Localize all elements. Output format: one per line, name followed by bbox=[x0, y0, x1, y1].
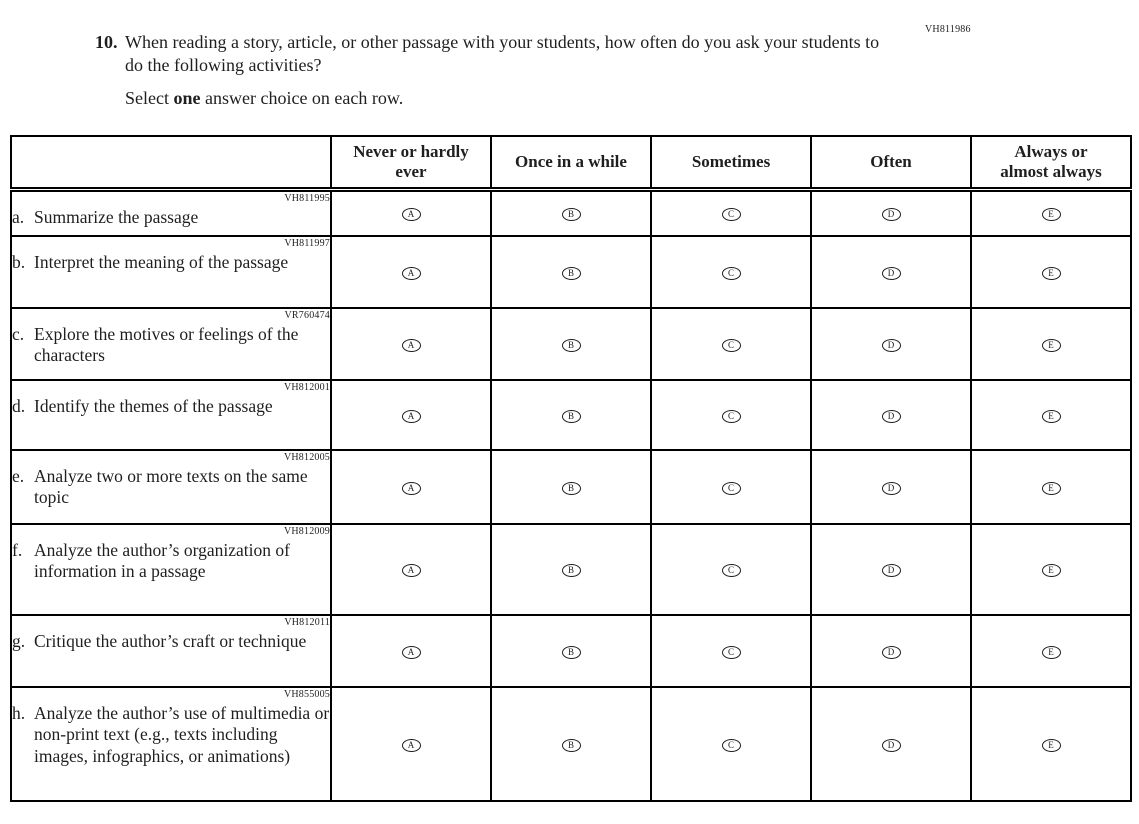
option-bubble-e[interactable]: E bbox=[1042, 208, 1061, 221]
row-label: Identify the themes of the passage bbox=[34, 395, 273, 416]
option-cell bbox=[971, 450, 1131, 524]
row-label-cell bbox=[11, 308, 331, 380]
row-letter: g. bbox=[12, 630, 26, 651]
row-letter: f. bbox=[12, 539, 23, 560]
option-cell bbox=[971, 524, 1131, 615]
option-bubble-b[interactable]: B bbox=[562, 410, 581, 423]
row-letter: h. bbox=[12, 702, 26, 723]
option-cell bbox=[651, 687, 811, 801]
item-code: VR760474 bbox=[284, 309, 330, 321]
option-cell bbox=[331, 450, 491, 524]
option-bubble-b[interactable]: B bbox=[562, 739, 581, 752]
row-label-cell bbox=[11, 687, 331, 801]
table-row bbox=[11, 190, 1131, 236]
option-bubble-b[interactable]: B bbox=[562, 646, 581, 659]
option-cell bbox=[491, 190, 651, 236]
table-row bbox=[11, 308, 1131, 380]
option-bubble-e[interactable]: E bbox=[1042, 410, 1061, 423]
option-cell bbox=[811, 308, 971, 380]
row-label: Summarize the passage bbox=[34, 207, 199, 227]
option-cell bbox=[491, 308, 651, 380]
row-letter: e. bbox=[12, 465, 25, 486]
option-bubble-c[interactable]: C bbox=[722, 646, 741, 659]
option-bubble-a[interactable]: A bbox=[402, 646, 421, 659]
option-bubble-d[interactable]: D bbox=[882, 482, 901, 495]
option-cell bbox=[331, 524, 491, 615]
option-bubble-e[interactable]: E bbox=[1042, 339, 1061, 352]
row-label: Explore the motives or feelings of the characters bbox=[34, 323, 299, 365]
item-code: VH812009 bbox=[283, 525, 330, 537]
option-cell bbox=[811, 687, 971, 801]
header-line: Always or bbox=[1014, 142, 1088, 161]
option-cell bbox=[651, 615, 811, 687]
header-line: Often bbox=[870, 152, 912, 171]
row-letter: d. bbox=[12, 395, 26, 416]
option-cell bbox=[331, 615, 491, 687]
row-label-cell bbox=[11, 380, 331, 450]
option-bubble-b[interactable]: B bbox=[562, 564, 581, 577]
option-bubble-a[interactable]: A bbox=[402, 410, 421, 423]
option-cell bbox=[651, 308, 811, 380]
row-letter: a. bbox=[12, 207, 25, 227]
option-bubble-b[interactable]: B bbox=[562, 482, 581, 495]
option-bubble-b[interactable]: B bbox=[562, 267, 581, 280]
row-label-cell bbox=[11, 190, 331, 236]
instruction-suffix: answer choice on each row. bbox=[200, 88, 404, 108]
option-bubble-a[interactable]: A bbox=[402, 739, 421, 752]
option-cell bbox=[331, 308, 491, 380]
option-cell bbox=[651, 190, 811, 236]
option-bubble-c[interactable]: C bbox=[722, 410, 741, 423]
question-accession-code: VH811986 bbox=[925, 24, 971, 35]
row-label: Analyze two or more texts on the same topic bbox=[34, 465, 308, 507]
table-row bbox=[11, 687, 1131, 801]
option-bubble-d[interactable]: D bbox=[882, 267, 901, 280]
item-code: VH855005 bbox=[283, 688, 330, 700]
frequency-table bbox=[10, 135, 1132, 802]
option-cell bbox=[811, 524, 971, 615]
header-line: almost always bbox=[1000, 162, 1102, 181]
table-row bbox=[11, 450, 1131, 524]
option-bubble-e[interactable]: E bbox=[1042, 267, 1061, 280]
col-header-always-or-almost-always bbox=[971, 136, 1131, 190]
option-cell bbox=[811, 190, 971, 236]
row-label-cell bbox=[11, 236, 331, 308]
option-bubble-a[interactable]: A bbox=[402, 267, 421, 280]
option-cell bbox=[331, 380, 491, 450]
row-label: Critique the author’s craft or technique bbox=[34, 630, 307, 651]
option-cell bbox=[971, 615, 1131, 687]
option-bubble-a[interactable]: A bbox=[402, 564, 421, 577]
option-cell bbox=[971, 190, 1131, 236]
row-letter: b. bbox=[12, 251, 26, 272]
header-line: ever bbox=[395, 162, 427, 181]
question-block bbox=[95, 31, 895, 110]
option-cell bbox=[971, 380, 1131, 450]
option-bubble-d[interactable]: D bbox=[882, 208, 901, 221]
header-line: Sometimes bbox=[691, 152, 771, 171]
option-cell bbox=[331, 687, 491, 801]
option-cell bbox=[811, 450, 971, 524]
option-cell bbox=[651, 450, 811, 524]
option-bubble-a[interactable]: A bbox=[402, 339, 421, 352]
instruction-prefix: Select bbox=[125, 88, 174, 108]
option-bubble-c[interactable]: C bbox=[722, 739, 741, 752]
option-cell bbox=[971, 687, 1131, 801]
option-bubble-c[interactable]: C bbox=[722, 482, 741, 495]
option-cell bbox=[491, 687, 651, 801]
col-header-once-in-a-while bbox=[491, 136, 651, 190]
option-bubble-d[interactable]: D bbox=[882, 646, 901, 659]
option-cell bbox=[491, 615, 651, 687]
option-bubble-e[interactable]: E bbox=[1042, 739, 1061, 752]
table-row bbox=[11, 615, 1131, 687]
header-row bbox=[11, 136, 1131, 190]
row-label: Interpret the meaning of the passage bbox=[34, 251, 289, 272]
option-bubble-e[interactable]: E bbox=[1042, 564, 1061, 577]
question-number: 10. bbox=[95, 32, 118, 52]
table-row bbox=[11, 524, 1131, 615]
option-cell bbox=[651, 380, 811, 450]
option-bubble-a[interactable]: A bbox=[402, 482, 421, 495]
row-label-cell bbox=[11, 615, 331, 687]
option-bubble-d[interactable]: D bbox=[882, 564, 901, 577]
option-bubble-c[interactable]: C bbox=[722, 208, 741, 221]
question-text: When reading a story, article, or other passage with your students, how often do you ask your students to do the following activities? bbox=[125, 32, 880, 75]
option-cell bbox=[491, 236, 651, 308]
option-bubble-c[interactable]: C bbox=[722, 564, 741, 577]
option-cell bbox=[971, 308, 1131, 380]
item-code: VH811995 bbox=[284, 193, 330, 204]
option-bubble-d[interactable]: D bbox=[882, 410, 901, 423]
header-empty-cell bbox=[11, 136, 331, 190]
col-header-sometimes bbox=[651, 136, 811, 190]
table-row bbox=[11, 380, 1131, 450]
row-label-cell bbox=[11, 524, 331, 615]
col-header-often bbox=[811, 136, 971, 190]
option-cell bbox=[331, 236, 491, 308]
row-label: Analyze the author’s organization of information in a passage bbox=[34, 539, 290, 581]
row-letter: c. bbox=[12, 323, 25, 344]
row-label: Analyze the author’s use of multimedia or non-print text (e.g., texts including images, infographics, or animations) bbox=[34, 702, 330, 766]
option-bubble-b[interactable]: B bbox=[562, 208, 581, 221]
instruction-text bbox=[125, 87, 895, 110]
instruction-bold: one bbox=[173, 88, 201, 108]
item-code: VH812001 bbox=[283, 381, 330, 393]
option-cell bbox=[811, 236, 971, 308]
option-cell bbox=[491, 450, 651, 524]
col-header-never-or-hardly-ever bbox=[331, 136, 491, 190]
option-cell bbox=[811, 615, 971, 687]
option-bubble-c[interactable]: C bbox=[722, 267, 741, 280]
item-code: VH811997 bbox=[284, 237, 330, 249]
item-code: VH812005 bbox=[283, 451, 330, 463]
item-code: VH812011 bbox=[284, 616, 330, 628]
option-bubble-b[interactable]: B bbox=[562, 339, 581, 352]
option-cell bbox=[811, 380, 971, 450]
option-cell bbox=[971, 236, 1131, 308]
header-line: Once in a while bbox=[515, 152, 627, 171]
option-bubble-c[interactable]: C bbox=[722, 339, 741, 352]
option-bubble-e[interactable]: E bbox=[1042, 482, 1061, 495]
option-cell bbox=[651, 524, 811, 615]
option-bubble-d[interactable]: D bbox=[882, 739, 901, 752]
option-bubble-e[interactable]: E bbox=[1042, 646, 1061, 659]
option-cell bbox=[331, 190, 491, 236]
table-row bbox=[11, 236, 1131, 308]
option-cell bbox=[491, 524, 651, 615]
option-bubble-a[interactable]: A bbox=[402, 208, 421, 221]
row-label-cell bbox=[11, 450, 331, 524]
option-bubble-d[interactable]: D bbox=[882, 339, 901, 352]
option-cell bbox=[651, 236, 811, 308]
header-line: Never or hardly bbox=[353, 142, 469, 161]
option-cell bbox=[491, 380, 651, 450]
